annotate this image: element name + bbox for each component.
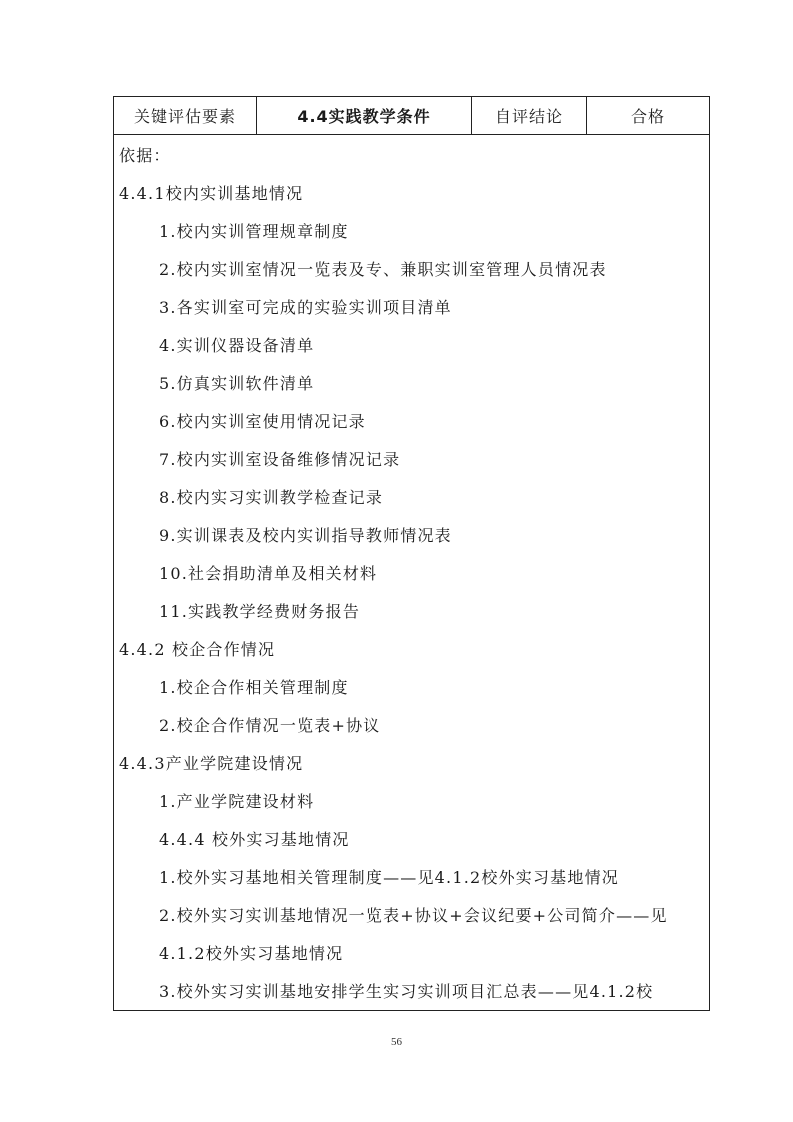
list-item: 2.校外实习实训基地情况一览表+协议+会议纪要+公司简介——见 <box>159 906 668 925</box>
list-item: 8.校内实习实训教学检查记录 <box>159 488 384 507</box>
basis-heading: 依据： <box>119 146 171 165</box>
list-item: 4.实训仪器设备清单 <box>159 336 315 355</box>
table-header-row <box>114 97 709 135</box>
section-4-4-4: 4.4.4 校外实习基地情况 <box>159 830 350 849</box>
list-item: 1.校企合作相关管理制度 <box>159 678 349 697</box>
list-item: 2.校内实训室情况一览表及专、兼职实训室管理人员情况表 <box>159 260 607 279</box>
list-item: 2.校企合作情况一览表+协议 <box>159 716 381 735</box>
list-item: 3.校外实习实训基地安排学生实习实训项目汇总表——见4.1.2校 <box>159 982 654 1001</box>
list-item: 3.各实训室可完成的实验实训项目清单 <box>159 298 452 317</box>
section-4-4-3: 4.4.3产业学院建设情况 <box>119 754 304 773</box>
list-item: 11.实践教学经费财务报告 <box>159 602 361 621</box>
section-4-4-1: 4.4.1校内实训基地情况 <box>119 184 304 203</box>
page-number: 56 <box>391 1036 402 1048</box>
list-item-continuation: 4.1.2校外实习基地情况 <box>159 944 344 963</box>
self-eval-label: 自评结论 <box>472 97 587 134</box>
list-item: 6.校内实训室使用情况记录 <box>159 412 366 431</box>
list-item: 1.校外实习基地相关管理制度——见4.1.2校外实习基地情况 <box>159 868 619 887</box>
evaluation-table <box>113 96 710 1011</box>
list-item: 10.社会捐助清单及相关材料 <box>159 564 378 583</box>
self-eval-value: 合格 <box>630 107 665 126</box>
list-item: 1.产业学院建设材料 <box>159 792 315 811</box>
list-item: 1.校内实训管理规章制度 <box>159 222 349 241</box>
key-element-label: 关键评估要素 <box>114 97 257 134</box>
section-4-4-2: 4.4.2 校企合作情况 <box>119 640 276 659</box>
list-item: 9.实训课表及校内实训指导教师情况表 <box>159 526 452 545</box>
section-title: 4.4实践教学条件 <box>257 97 472 134</box>
list-item: 5.仿真实训软件清单 <box>159 374 315 393</box>
list-item: 7.校内实训室设备维修情况记录 <box>159 450 401 469</box>
